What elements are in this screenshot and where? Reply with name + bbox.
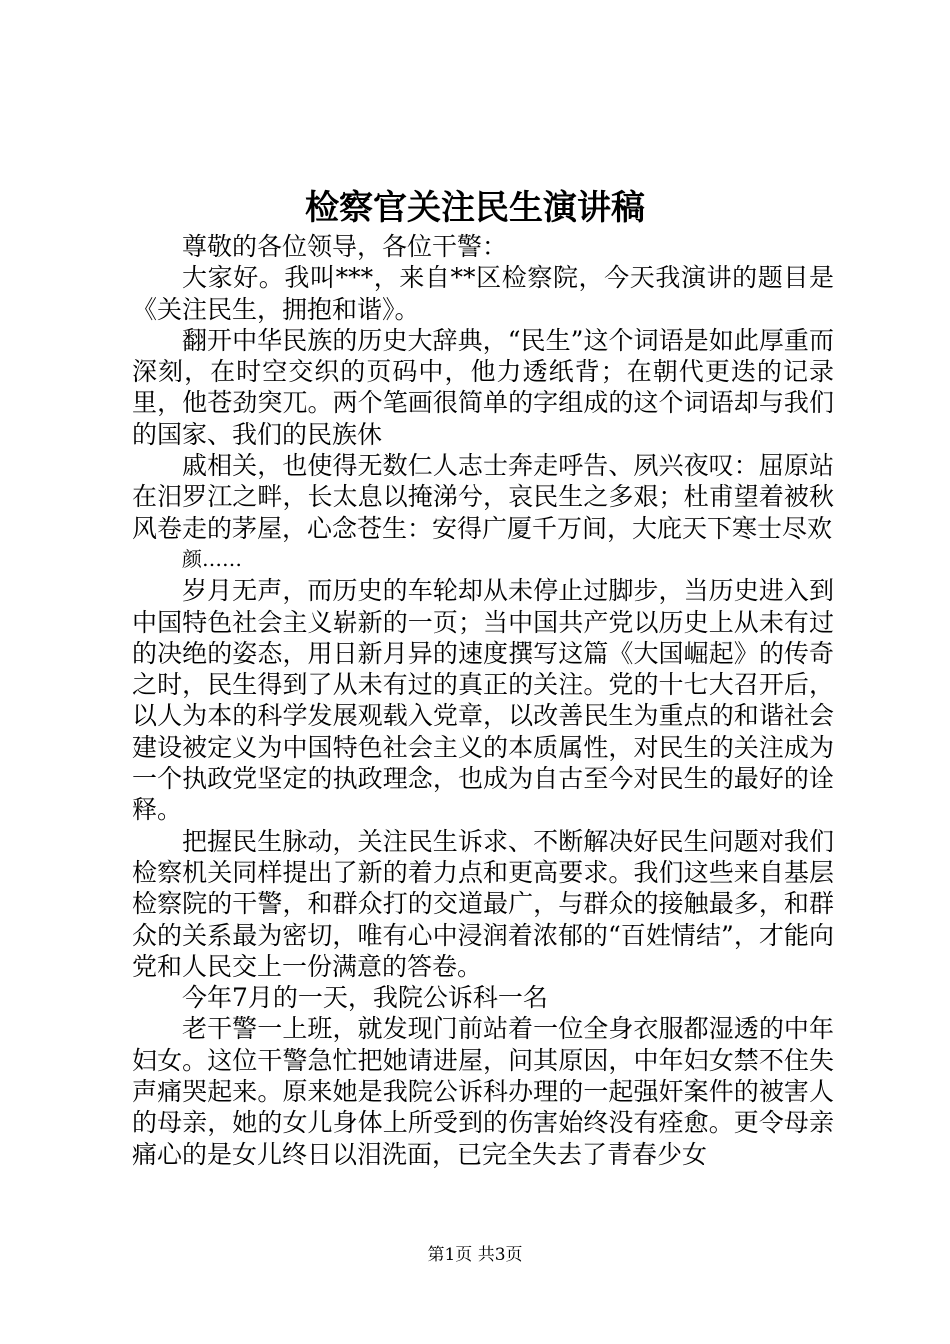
paragraph-history-figures: 戚相关，也使得无数仁人志士奔走呼告、夙兴夜叹：屈原站在汨罗江之畔，长太息以掩涕兮，哀民生之多艰；杜甫望着被秋风卷走的茅屋，心念苍生：安得广厦千万间，大庇天下寒士尽欢 [132,451,834,543]
paragraph-dictionary: 翻开中华民族的历史大辞典，“民生”这个词语是如此厚重而深刻，在时空交织的页码中，他力透纸背；在朝代更迭的记录里，他苍劲突兀。两个笔画很简单的字组成的这个词语却与我们的国家、我们的民族休 [132,325,834,449]
paragraph-july-story: 老干警一上班，就发现门前站着一位全身衣服都湿透的中年妇女。这位干警急忙把她请进屋，问其原因，中年妇女禁不住失声痛哭起来。原来她是我院公诉科办理的一起强奸案件的被害人的母亲，她的女儿身体上所受到的伤害始终没有痊愈。更令母亲痛心的是女儿终日以泪洗面，已完全失去了青春少女 [132,1014,834,1169]
paragraph-procuratorate: 把握民生脉动，关注民生诉求、不断解决好民生问题对我们检察机关同样提出了新的着力点和更高要求。我们这些来自基层检察院的干警，和群众打的交道最广，与群众的接触最多，和群众的关系最为密切，唯有心中浸润着浓郁的“百姓情结”，才能向党和人民交上一份满意的答卷。 [132,826,834,981]
paragraph-salutation: 尊敬的各位领导，各位干警： [182,232,508,261]
page-number: 第1页 共3页 [427,1245,523,1265]
paragraph-era: 岁月无声，而历史的车轮却从未停止过脚步，当历史进入到中国特色社会主义崭新的一页；当中国共产党以历史上从未有过的决绝的姿态，用日新月异的速度撰写这篇《大国崛起》的传奇之时，民生得到了从未有过的真正的关注。党的十七大召开后，以人为本的科学发展观载入党章，以改善民生为重点的和谐社会建设被定义为中国特色社会主义的本质属性，对民生的关注成为一个执政党坚定的执政理念，也成为自古至今对民生的最好的诠释。 [132,576,834,825]
document-body [132,231,834,1170]
document-title: 检察官关注民生演讲稿 [305,188,645,228]
paragraph-introduction: 大家好。我叫***，来自**区检察院，今天我演讲的题目是《关注民生，拥抱和谐》。 [132,263,834,324]
paragraph-july-story-start: 今年7月的一天，我院公诉科一名 [182,983,548,1013]
paragraph-fragment: 颜…… [182,546,242,571]
